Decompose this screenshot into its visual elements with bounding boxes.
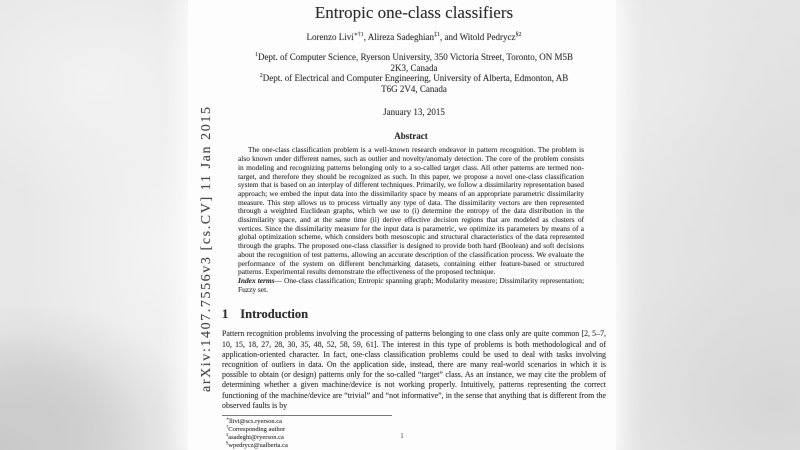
arxiv-watermark: arXiv:1407.7556v3 [cs.CV] 11 Jan 2015 (199, 105, 214, 392)
affiliation-2-line2: T6G 2V4, Canada (381, 83, 447, 94)
paper-title: Entropic one-class classifiers (314, 3, 514, 22)
abstract-section (238, 131, 584, 294)
affiliation-2-line1: Dept. of Electrical and Computer Engineering, University of Alberta, Edmonton, AB (262, 73, 569, 84)
affiliations (222, 52, 606, 94)
footnote-1 (222, 415, 392, 426)
section-1-number: 1 (222, 307, 229, 322)
author-1: Lorenzo Livi (306, 32, 354, 42)
index-terms-text: — One-class classification; Entropic spanning graph; Modularity measure; Dissimilarity representation; Fuzzy set. (238, 275, 584, 294)
footnote-4 (222, 439, 392, 450)
author-line (222, 32, 606, 42)
footnote-3-marker: ‡ (226, 431, 229, 437)
affiliation-1 (222, 52, 606, 73)
introduction-paragraph: Pattern recognition problems involving the processing of patterns belonging to one class only are quite common [2, 5–7, 10, 15, 18, 27, 28, 30, 35, 48, 52, 58, 59, 61]. The interest in this type of problems is both methodological and of application-oriented character. In fact, one-class classification problems could be used to deal with tasks involving recognition of outliers in data. On the application side, instead, there are many real-world scenarios in which it is possible to obtain (or design) patterns only for the so-called “target” class. As an instance, we may cite the problem of determining whether a given machine/device is not working properly. Intuitively, patterns representing the correct functioning of the machine/device are “trivial” and “not informative”, in the sense that anything that is different from the observed faults is by (222, 329, 606, 410)
paper-page (188, 0, 616, 450)
affiliation-1-mark: 1 (254, 52, 258, 58)
abstract-heading: Abstract (394, 131, 428, 142)
footnote-3-text: asadeghi@ryerson.ca (228, 434, 284, 442)
author-3-marks: §2 (515, 32, 522, 38)
index-terms-label: Index terms (238, 275, 275, 285)
section-1-title: Introduction (240, 307, 309, 322)
paper-date: January 13, 2015 (383, 107, 445, 118)
affiliation-2-mark: 2 (259, 73, 263, 80)
paper-content (188, 0, 616, 450)
author-2: , Alireza Sadeghian (363, 32, 435, 42)
footnote-4-marker: § (226, 439, 229, 445)
affiliation-2 (222, 73, 606, 94)
footnote-2-marker: † (226, 423, 229, 429)
footnote-4-text: wpedrycz@ualberta.ca (228, 442, 288, 450)
affiliation-1-line2: 2K3, Canada (390, 62, 438, 73)
footnote-1-marker: ∗ (226, 415, 230, 421)
author-3: , and Witold Pedrycz (440, 32, 516, 42)
author-2-marks: ‡1 (434, 32, 441, 38)
section-1-heading (222, 307, 606, 322)
author-1-marks: ∗†1 (353, 32, 364, 38)
index-terms (238, 277, 584, 294)
affiliation-1-line1: Dept. of Computer Science, Ryerson University, 350 Victoria Street, Toronto, ON M5B (257, 52, 573, 62)
abstract-text: The one-class classification problem is a well-known research endeavor in pattern recognition. The problem is also known under different names, such as outlier and novelty/anomaly detection. The core of the problem consists in modeling and recognizing patterns belonging only to a so-called target class. All other patterns are termed non-target, and therefore they should be recognized as such. In this paper, we propose a novel one-class classification system that is based on an interplay of different techniques. Primarily, we follow a dissimilarity representation based approach; we embed the input data into the dissimilarity space by means of an appropriate parametric dissimilarity measure. This step allows us to process virtually any type of data. The dissimilarity vectors are then represented through a weighted Euclidean graphs, which we use to (i) determine the entropy of the data distribution in the dissimilarity space, and at the same time (ii) derive effective decision regions that are modeled as clusters of vertices. Since the dissimilarity measure for the input data is parametric, we optimize its parameters by means of a global optimization scheme, which considers both mesoscopic and structural characteristics of the data represented through the graphs. The proposed one-class classifier is designed to provide both hard (Boolean) and soft decisions about the recognition of test patterns, allowing an accurate description of the classification process. We evaluate the performance of the system on different benchmarking datasets, containing either feature-based or structured patterns. Experimental results demonstrate the effectiveness of the proposed technique. (238, 145, 584, 277)
page-number: 1 (400, 432, 404, 440)
footnote-1-text: llivi@scs.ryerson.ca (229, 418, 282, 426)
footnote-2-text: Corresponding author (228, 426, 286, 434)
